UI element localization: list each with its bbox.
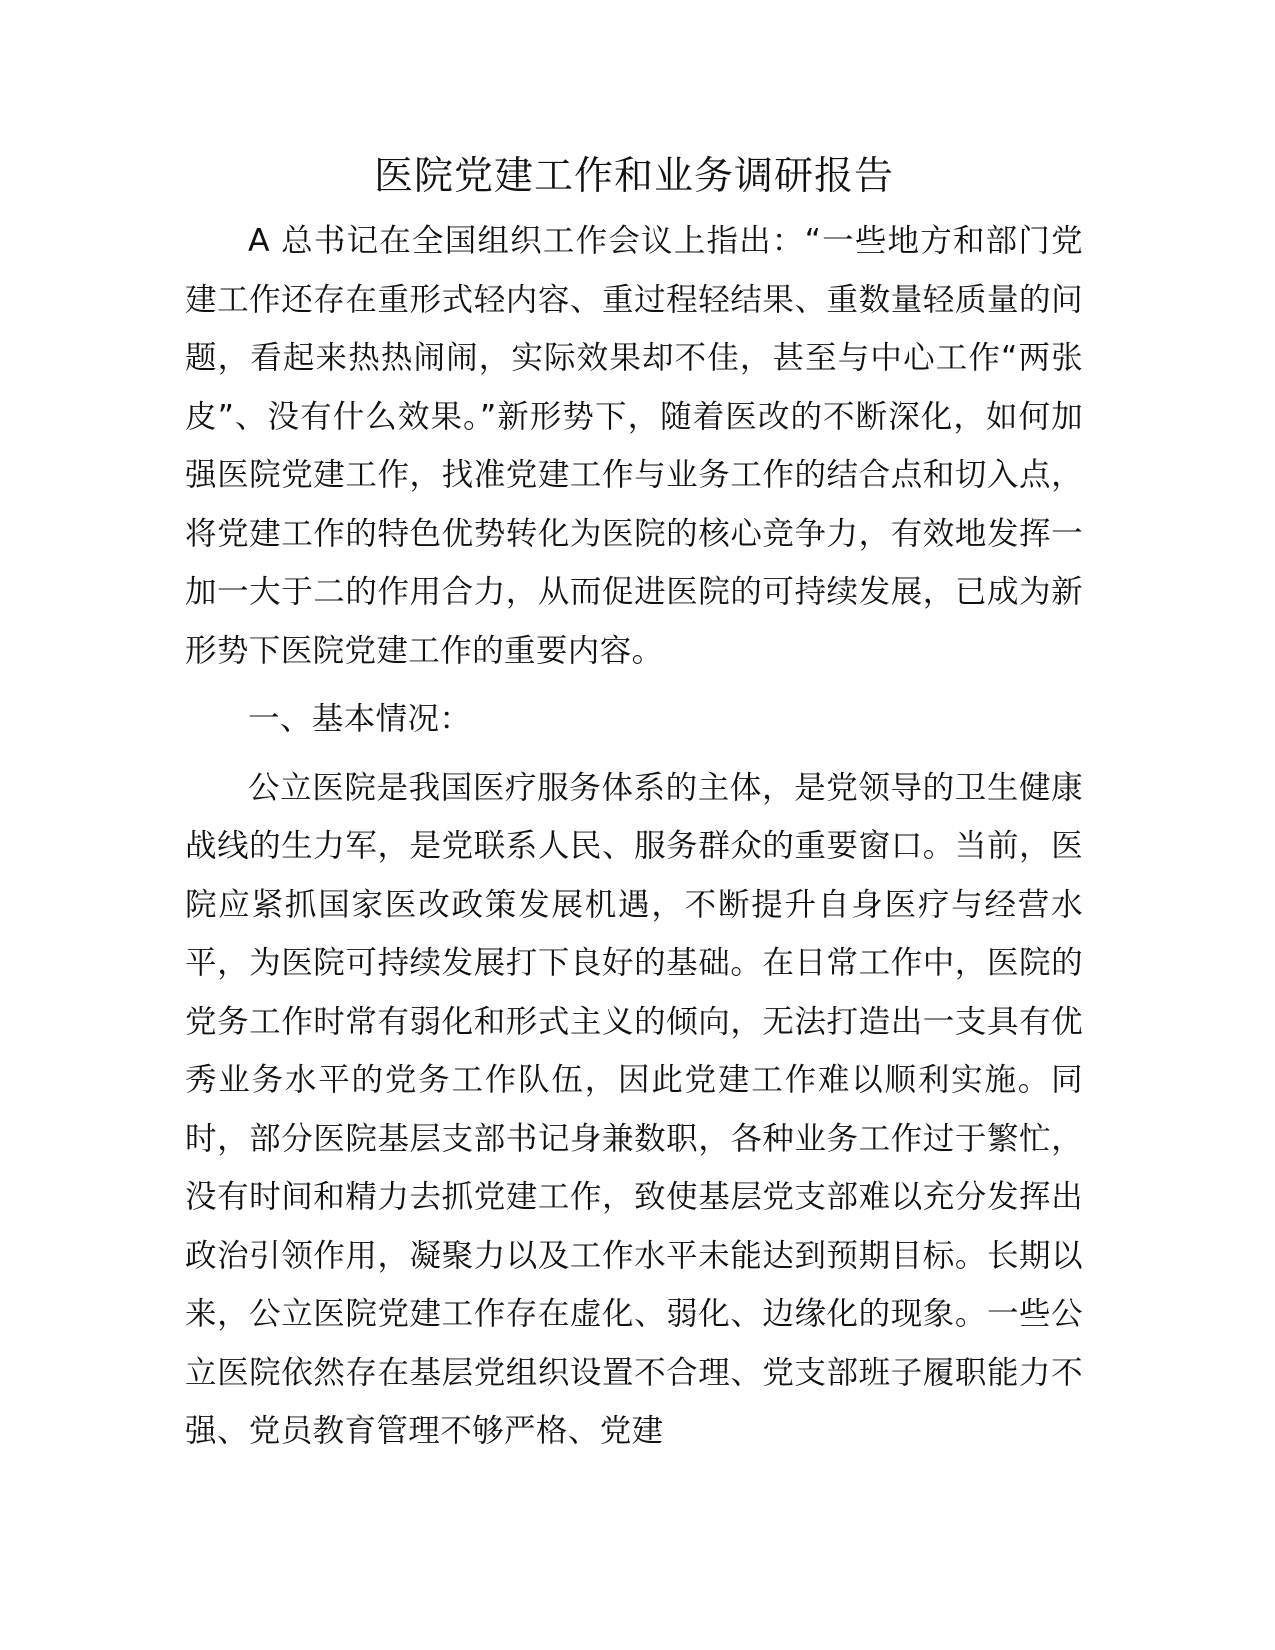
section-heading: 一、基本情况： bbox=[248, 701, 472, 737]
document-body bbox=[185, 148, 1083, 1461]
document-title: 医院党建工作和业务调研报告 bbox=[373, 154, 894, 199]
intro-paragraph: A 总书记在全国组织工作会议上指出：“一些地方和部门党建工作还存在重形式轻内容、重过程轻结果、重数量轻质量的问题，看起来热热闹闹，实际效果却不佳，甚至与中心工作“两张皮”、没有什么效果。”新形势下，随着医改的不断深化，如何加强医院党建工作，找准党建工作与业务工作的结合点和切入点，将党建工作的特色优势转化为医院的核心竞争力，有效地发挥一加一大于二的作用合力，从而促进医院的可持续发展，已成为新形势下医院党建工作的重要内容。 bbox=[185, 223, 1083, 669]
basic-situation-paragraph: 公立医院是我国医疗服务体系的主体，是党领导的卫生健康战线的生力军，是党联系人民、服务群众的重要窗口。当前，医院应紧抓国家医改政策发展机遇，不断提升自身医疗与经营水平，为医院可持续发展打下良好的基础。在日常工作中，医院的党务工作时常有弱化和形式主义的倾向，无法打造出一支具有优秀业务水平的党务工作队伍，因此党建工作难以顺利实施。同时，部分医院基层支部书记身兼数职，各种业务工作过于繁忙，没有时间和精力去抓党建工作，致使基层党支部难以充分发挥出政治引领作用，凝聚力以及工作水平未能达到预期目标。长期以来，公立医院党建工作存在虚化、弱化、边缘化的现象。一些公立医院依然存在基层党组织设置不合理、党支部班子履职能力不强、党员教育管理不够严格、党建 bbox=[185, 769, 1083, 1449]
